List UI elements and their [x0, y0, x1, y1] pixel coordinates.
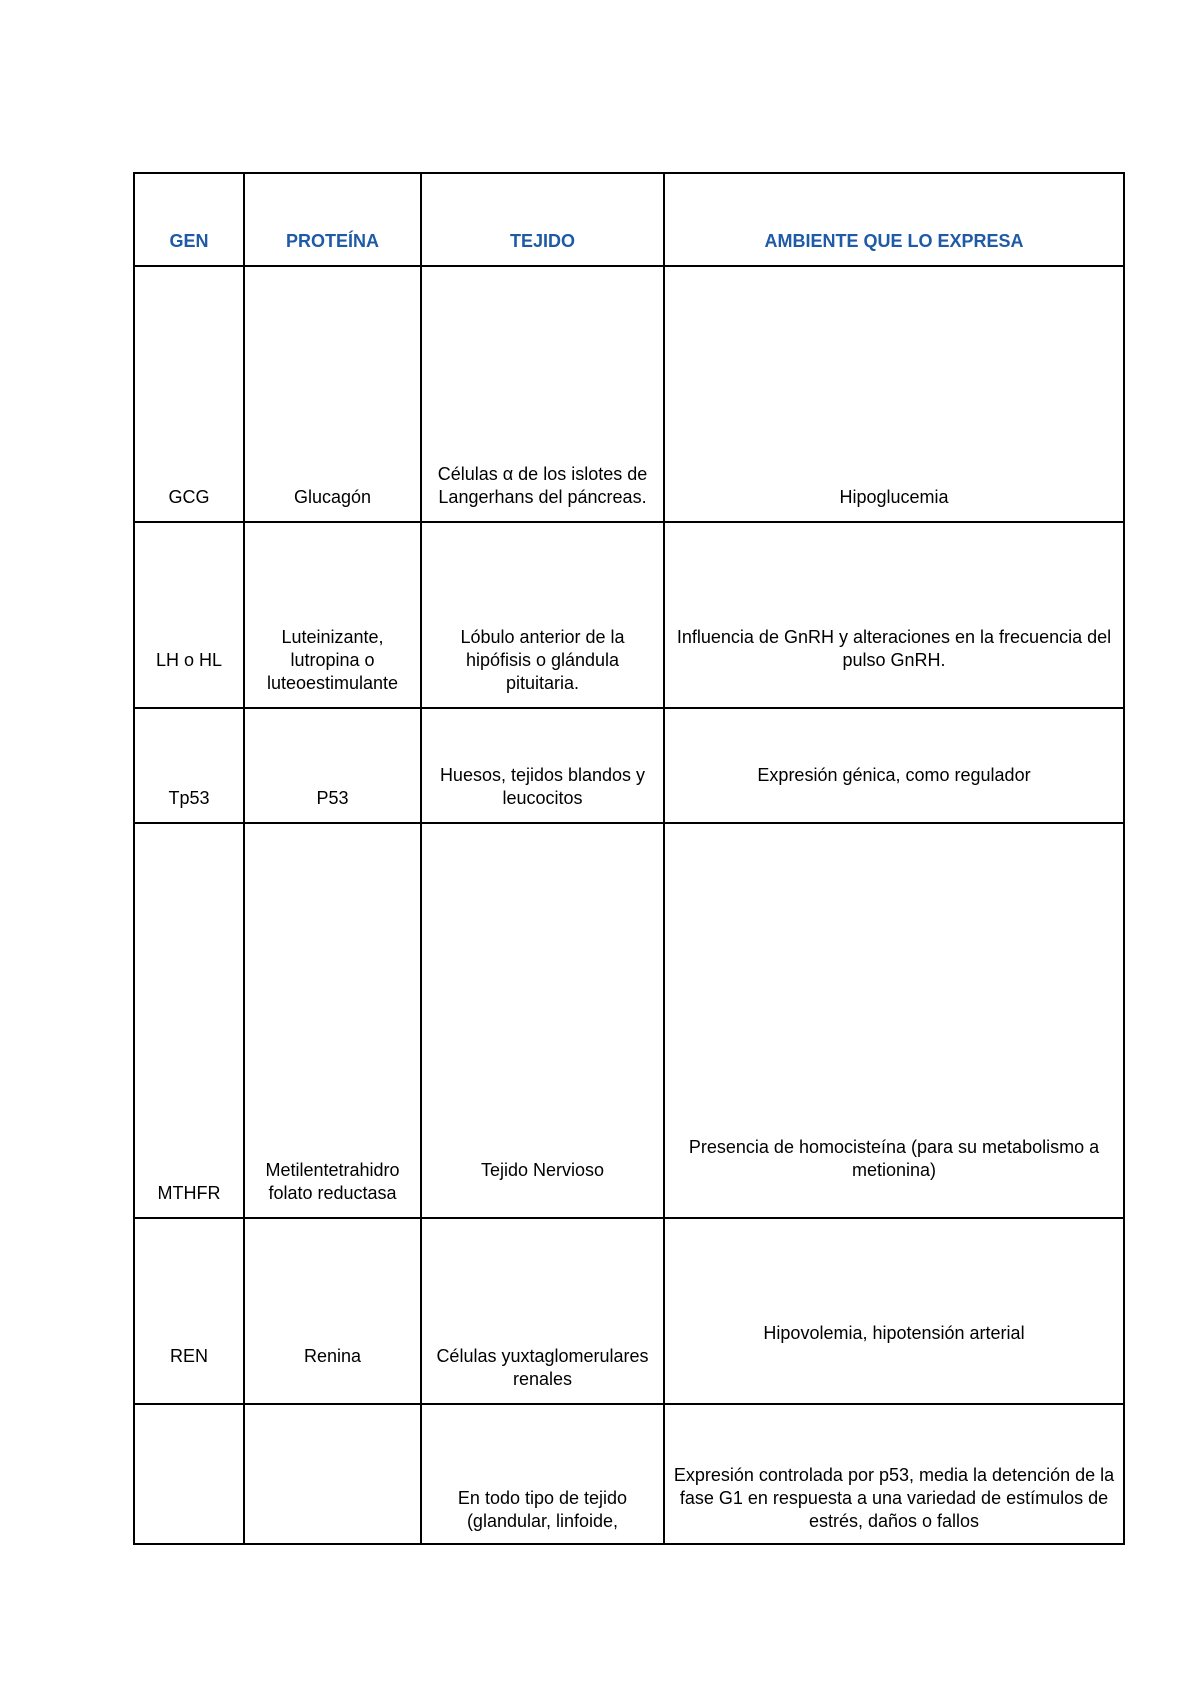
gen-cell: GCG — [134, 266, 244, 522]
table-row — [134, 708, 1124, 823]
tejido-cell: Tejido Nervioso — [421, 823, 664, 1218]
table-row — [134, 1218, 1124, 1404]
header-gen: GEN — [134, 173, 244, 266]
gen-cell: LH o HL — [134, 522, 244, 708]
table-row — [134, 823, 1124, 1218]
ambiente-cell: Expresión controlada por p53, media la detención de la fase G1 en respuesta a una variedad de estímulos de estrés, daños o fallos — [664, 1404, 1124, 1544]
tejido-cell: Células α de los islotes de Langerhans del páncreas. — [421, 266, 664, 522]
proteina-cell — [244, 1404, 421, 1544]
header-tejido: TEJIDO — [421, 173, 664, 266]
table-row — [134, 522, 1124, 708]
ambiente-cell: Influencia de GnRH y alteraciones en la frecuencia del pulso GnRH. — [664, 522, 1124, 708]
proteina-cell: Renina — [244, 1218, 421, 1404]
table-header-row — [134, 173, 1124, 266]
table-row — [134, 266, 1124, 522]
tejido-cell: Células yuxtaglomerulares renales — [421, 1218, 664, 1404]
ambiente-cell: Hipovolemia, hipotensión arterial — [664, 1218, 1124, 1404]
gene-table — [133, 172, 1125, 1545]
header-proteina: PROTEÍNA — [244, 173, 421, 266]
tejido-cell: Huesos, tejidos blandos y leucocitos — [421, 708, 664, 823]
ambiente-cell: Expresión génica, como regulador — [664, 708, 1124, 823]
proteina-cell: Luteinizante, lutropina o luteoestimulante — [244, 522, 421, 708]
proteina-cell: Metilentetrahidro folato reductasa — [244, 823, 421, 1218]
tejido-cell: En todo tipo de tejido (glandular, linfoide, — [421, 1404, 664, 1544]
proteina-cell: Glucagón — [244, 266, 421, 522]
proteina-cell: P53 — [244, 708, 421, 823]
tejido-cell: Lóbulo anterior de la hipófisis o glándula pituitaria. — [421, 522, 664, 708]
gen-cell: MTHFR — [134, 823, 244, 1218]
ambiente-cell: Hipoglucemia — [664, 266, 1124, 522]
header-ambiente: AMBIENTE QUE LO EXPRESA — [664, 173, 1124, 266]
table-row — [134, 1404, 1124, 1544]
gen-cell: Tp53 — [134, 708, 244, 823]
ambiente-cell: Presencia de homocisteína (para su metabolismo a metionina) — [664, 823, 1124, 1218]
gen-cell — [134, 1404, 244, 1544]
gen-cell: REN — [134, 1218, 244, 1404]
